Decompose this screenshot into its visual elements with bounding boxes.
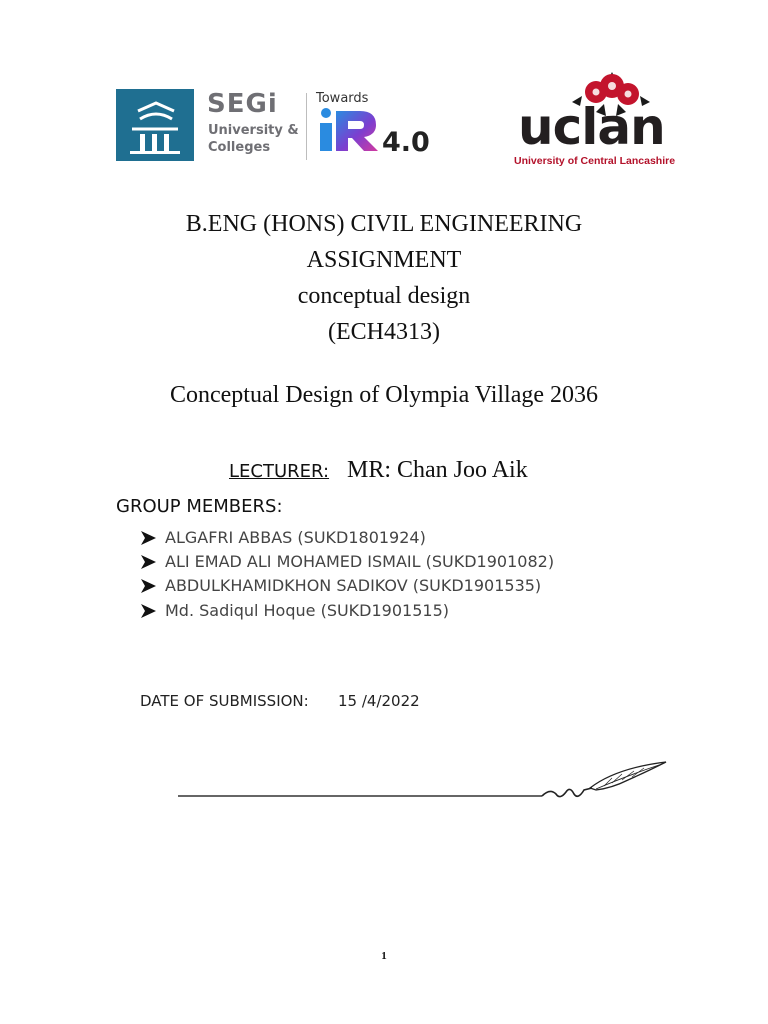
segi-logo-mark <box>116 89 194 161</box>
project-title: Conceptual Design of Olympia Village 2036 <box>169 382 599 408</box>
assignment-label: ASSIGNMENT <box>306 247 462 273</box>
list-item <box>140 552 554 571</box>
ir40-logo <box>316 105 440 157</box>
module-name: conceptual design <box>297 283 471 309</box>
segi-logo-line2: Colleges <box>208 140 271 155</box>
list-item <box>140 601 449 620</box>
module-code: (ECH4313) <box>328 319 440 345</box>
member-name: ALI EMAD ALI MOHAMED ISMAIL (SUKD1901082) <box>165 552 555 571</box>
logo-divider <box>306 93 307 160</box>
page-number: 1 <box>381 950 387 962</box>
lecturer-label: LECTURER: <box>229 461 330 482</box>
ir-logo-towards: Towards <box>316 91 369 106</box>
list-item <box>140 528 426 547</box>
uclan-logo-subtitle: University of Central Lancashire <box>514 155 676 167</box>
submission-date-label: DATE OF SUBMISSION: <box>140 692 309 710</box>
member-name: ALGAFRI ABBAS (SUKD1801924) <box>165 528 426 547</box>
course-title: B.ENG (HONS) CIVIL ENGINEERING <box>185 211 583 237</box>
arrow-bullet-icon <box>140 530 157 546</box>
segi-building-icon <box>116 89 194 161</box>
quill-signature-icon <box>176 758 672 804</box>
member-name: Md. Sadiqul Hoque (SUKD1901515) <box>165 601 449 620</box>
uclan-logo-word: uclan <box>518 98 665 156</box>
arrow-bullet-icon <box>140 554 157 570</box>
signature-line <box>176 758 672 804</box>
group-members-heading: GROUP MEMBERS: <box>116 496 283 517</box>
segi-logo-line1: University & <box>208 123 299 138</box>
arrow-bullet-icon <box>140 603 157 619</box>
svg-text:4.0: 4.0 <box>382 127 430 157</box>
segi-logo-name: SEGi <box>207 89 278 119</box>
list-item <box>140 576 541 595</box>
submission-date-value: 15 /4/2022 <box>338 692 420 710</box>
lecturer-name: MR: Chan Joo Aik <box>347 457 528 483</box>
arrow-bullet-icon <box>140 578 157 594</box>
ir40-logo-icon <box>316 105 440 157</box>
member-name: ABDULKHAMIDKHON SADIKOV (SUKD1901535) <box>165 576 542 595</box>
